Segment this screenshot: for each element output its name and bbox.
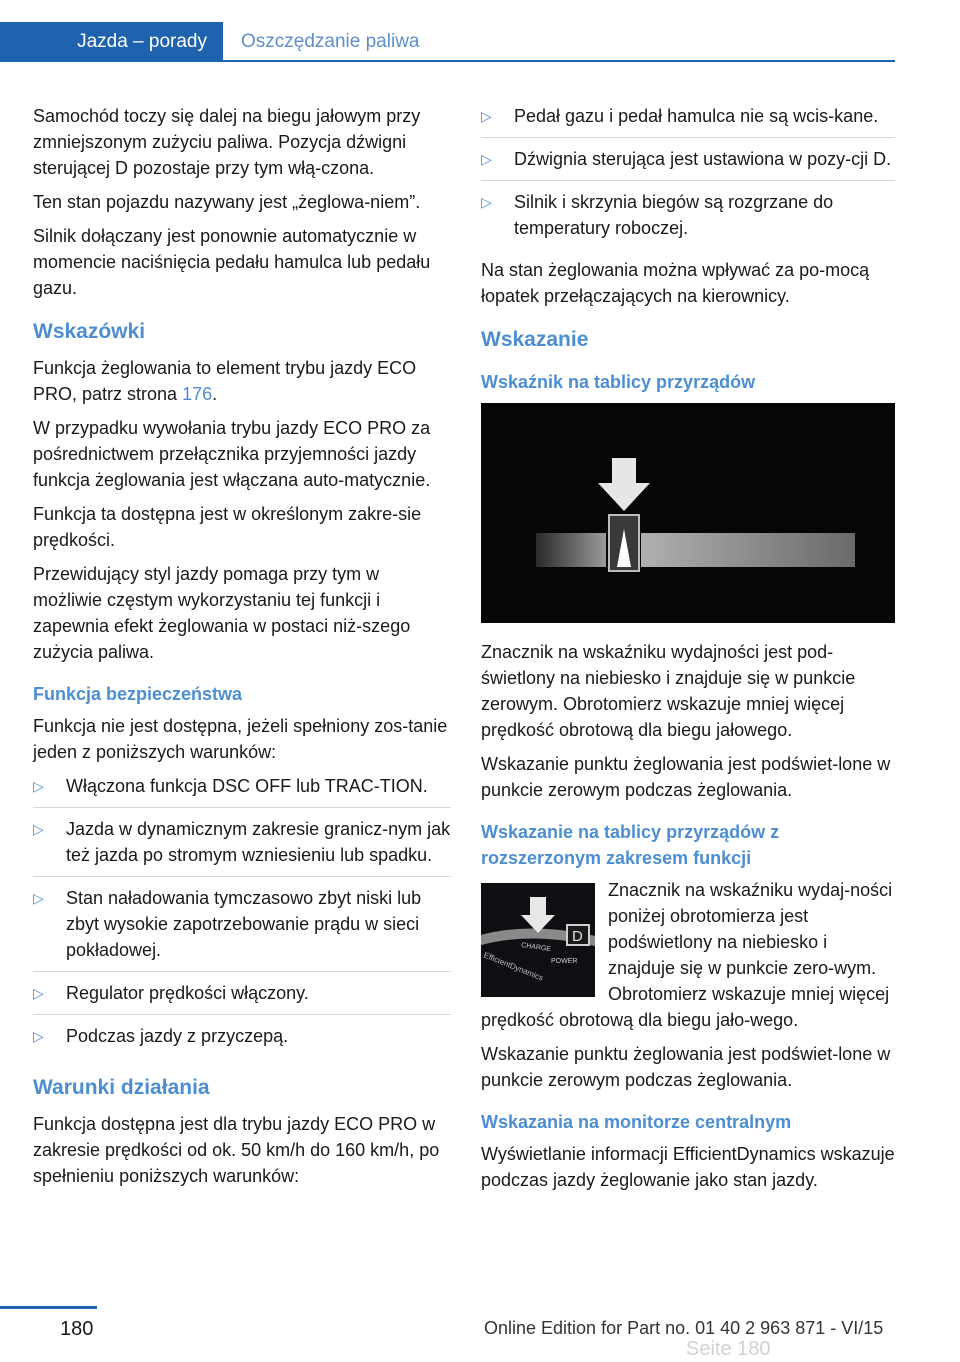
central-heading: Wskazania na monitorze centralnym: [481, 1112, 792, 1132]
hints-heading: Wskazówki: [33, 320, 146, 343]
header-rule: [223, 60, 895, 62]
list-item: ▷ Jazda w dynamicznym zakresie granicz‐nym jak też jazda po stromym wzniesieniu lub spadku.: [33, 816, 451, 877]
edition-text: Online Edition for Part no. 01 40 2 963 871 - VI/15: [484, 1318, 884, 1338]
list-item: ▷ Włączona funkcja DSC OFF lub TRAC‐TION.: [33, 773, 451, 808]
conditions-paragraph: Funkcja dostępna jest dla trybu jazdy ECO PRO w zakresie prędkości od ok. 50 km/h do 160 km/h, po spełnieniu poniższych warunków:: [33, 1114, 440, 1186]
topic-title: Oszczędzanie paliwa: [241, 31, 420, 52]
bullet-triangle-icon: ▷: [481, 194, 492, 210]
instrument-heading: Wskaźnik na tablicy przyrządów: [481, 372, 756, 392]
bullet-triangle-icon: ▷: [33, 890, 44, 906]
list-item: ▷ Dźwignia sterująca jest ustawiona w pozy‐cji D.: [481, 146, 895, 181]
hints-paragraph: Funkcja żeglowania to element trybu jazdy ECO PRO, patrz strona 176.: [33, 358, 417, 404]
extended-heading: Wskazanie na tablicy przyrządów z rozszerzonym zakresem funkcji: [481, 822, 780, 868]
page-number: 180: [60, 1318, 94, 1340]
right-column: [481, 103, 895, 1201]
central-paragraph: Wyświetlanie informacji EfficientDynamics wskazuje podczas jazdy żeglowanie jako stan jazdy.: [481, 1144, 895, 1190]
bullet-triangle-icon: ▷: [481, 108, 492, 124]
list-item: ▷ Pedał gazu i pedał hamulca nie są wcis‐kane.: [481, 103, 895, 138]
instrument-display-graphic: [481, 403, 895, 623]
extended-section: [481, 877, 895, 1093]
charge-label: CHARGE: [520, 942, 552, 954]
intro-paragraph: Silnik dołączany jest ponownie automatycznie w momencie naciśnięcia pedału hamulca lub pedału gazu.: [33, 226, 431, 298]
efficient-dynamics-image: [481, 883, 595, 997]
list-item: ▷ Silnik i skrzynia biegów są rozgrzane do temperatury roboczej.: [481, 189, 895, 249]
list-item: ▷ Regulator prędkości włączony.: [33, 980, 451, 1015]
brand-label: EfficientDynamics: [482, 950, 545, 983]
bullet-triangle-icon: ▷: [481, 151, 492, 167]
bullet-triangle-icon: ▷: [33, 821, 44, 837]
chapter-tab: Jazda – porady: [0, 22, 223, 62]
instrument-display-image: [481, 403, 895, 623]
page-link[interactable]: 176: [182, 384, 213, 404]
power-label: POWER: [551, 958, 578, 965]
watermark-text: Seite 180: [686, 1338, 771, 1360]
hints-paragraph: Przewidujący styl jazdy pomaga przy tym w możliwie częstym wykorzystaniu tej funkcji i zapewnia efekt żeglowania w postaci niż‐szego zużycia paliwa.: [33, 564, 411, 662]
efficient-dynamics-graphic: [481, 883, 595, 997]
bullet-triangle-icon: ▷: [33, 1028, 44, 1044]
display-heading: Wskazanie: [481, 328, 589, 351]
bullet-triangle-icon: ▷: [33, 985, 44, 1001]
safety-heading: Funkcja bezpieczeństwa: [33, 684, 243, 704]
intro-paragraph: Samochód toczy się dalej na biegu jałowym przy zmniejszonym zużyciu paliwa. Pozycja dźwigni sterującej D pozostaje przy tym włą‐czona.: [33, 106, 421, 178]
instrument-paragraph: Znacznik na wskaźniku wydajności jest pod‐świetlony na niebiesko i znajduje się w punkcie zerowym. Obrotomierz wskazuje mniej więcej prędkość obrotową dla biegu jałowego.: [481, 642, 856, 740]
list-item: ▷ Podczas jazdy z przyczepą.: [33, 1023, 451, 1057]
safety-paragraph: Funkcja nie jest dostępna, jeżeli spełniony zos‐tanie jeden z poniższych warunków:: [33, 716, 448, 762]
extended-paragraph: Znacznik na wskaźniku wydaj‐ności poniżej obrotomierza jest podświetlony na niebiesko i znajduje się w punkcie zero‐wym. Obrotomierz wskazuje mniej więcej prędkość obrotową dla biegu jało‐wego.: [481, 880, 893, 1030]
hints-paragraph: Funkcja ta dostępna jest w określonym zakre‐sie prędkości.: [33, 504, 422, 550]
left-column: [33, 103, 451, 1197]
conditions-note: Na stan żeglowania można wpływać za po‐mocą łopatek przełączających na kierownicy.: [481, 260, 870, 306]
conditions-heading: Warunki działania: [33, 1076, 210, 1099]
gear-label: D: [572, 928, 583, 945]
intro-paragraph: Ten stan pojazdu nazywany jest „żeglowa‐niem”.: [33, 192, 421, 212]
bullet-triangle-icon: ▷: [33, 778, 44, 794]
footer-rule: [0, 1306, 97, 1309]
instrument-paragraph: Wskazanie punktu żeglowania jest podświet‐lone w punkcie zerowym podczas żeglowania.: [481, 754, 891, 800]
list-item: ▷ Stan naładowania tymczasowo zbyt niski lub zbyt wysokie zapotrzebowanie prądu w sieci pokładowej.: [33, 885, 451, 972]
hints-paragraph: W przypadku wywołania trybu jazdy ECO PRO za pośrednictwem przełącznika przyjemności jazdy funkcja żeglowania jest włączana auto‐matycznie.: [33, 418, 431, 490]
page-header: [0, 0, 960, 62]
extended-paragraph: Wskazanie punktu żeglowania jest podświet‐lone w punkcie zerowym podczas żeglowania.: [481, 1044, 891, 1090]
